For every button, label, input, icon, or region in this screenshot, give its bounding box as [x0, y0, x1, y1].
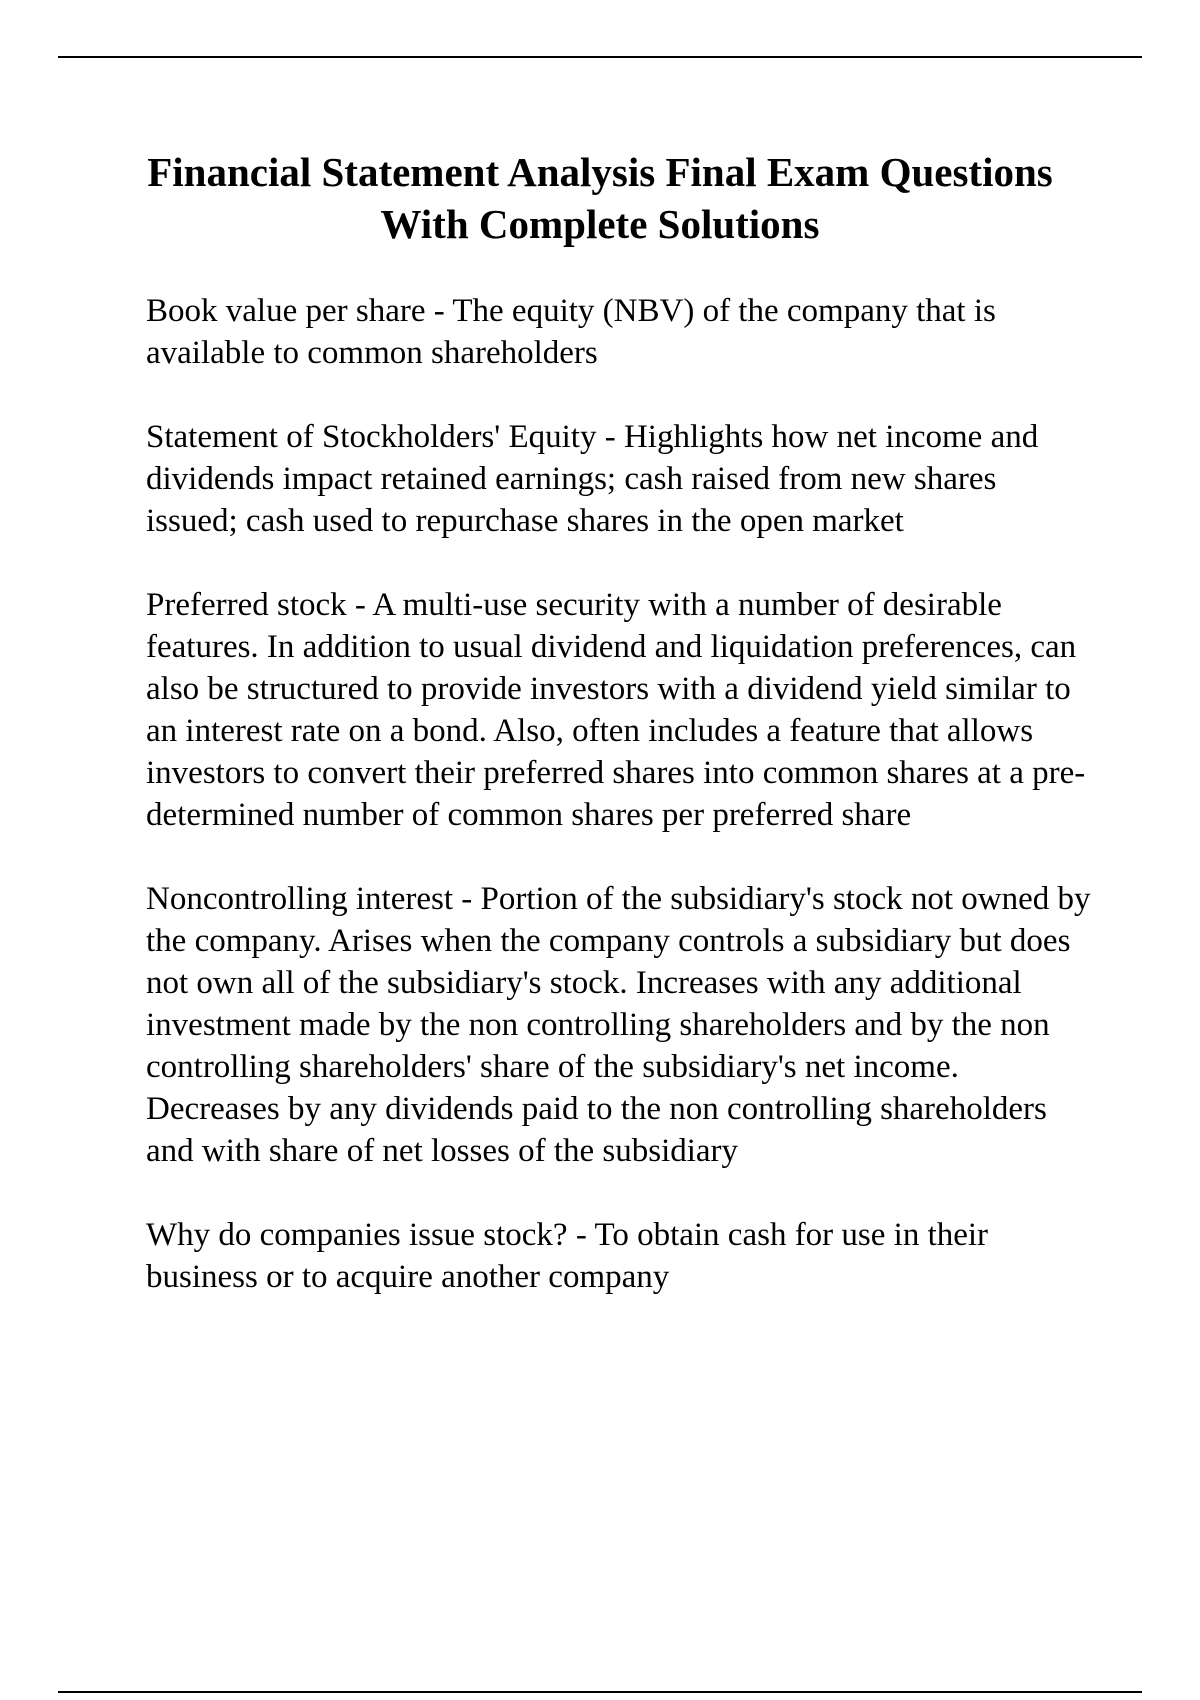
document-title: Financial Statement Analysis Final Exam Questions With Complete Solutions [147, 149, 1053, 247]
top-rule [58, 56, 1142, 58]
entry-why-issue-stock: Why do companies issue stock? - To obtain cash for use in their business or to acquire another company [146, 1217, 989, 1295]
entry-preferred-stock: Preferred stock - A multi-use security with a number of desirable features. In addition to usual dividend and liquidation preferences, can also be structured to provide investors with a dividend yield similar to an interest rate on a bond. Also, often includes a feature that allows investors to convert their preferred shares into common shares at a pre-determined number of common shares per preferred share [146, 587, 1086, 833]
entry-book-value-per-share: Book value per share - The equity (NBV) of the company that is available to common shareholders [146, 293, 996, 371]
entry-noncontrolling-interest: Noncontrolling interest - Portion of the subsidiary's stock not owned by the company. Arises when the company controls a subsidiary but does not own all of the subsidiary's stock. Increases with any additional investment made by the non controlling shareholders and by the non controlling shareholders' share of the subsidiary's net income. Decreases by any dividends paid to the non controlling shareholders and with share of net losses of the subsidiary [146, 881, 1091, 1169]
document-body [146, 290, 1096, 1340]
bottom-rule [58, 1691, 1142, 1693]
entry-statement-of-stockholders-equity: Statement of Stockholders' Equity - Highlights how net income and dividends impact retained earnings; cash raised from new shares issued; cash used to repurchase shares in the open market [146, 419, 1039, 539]
